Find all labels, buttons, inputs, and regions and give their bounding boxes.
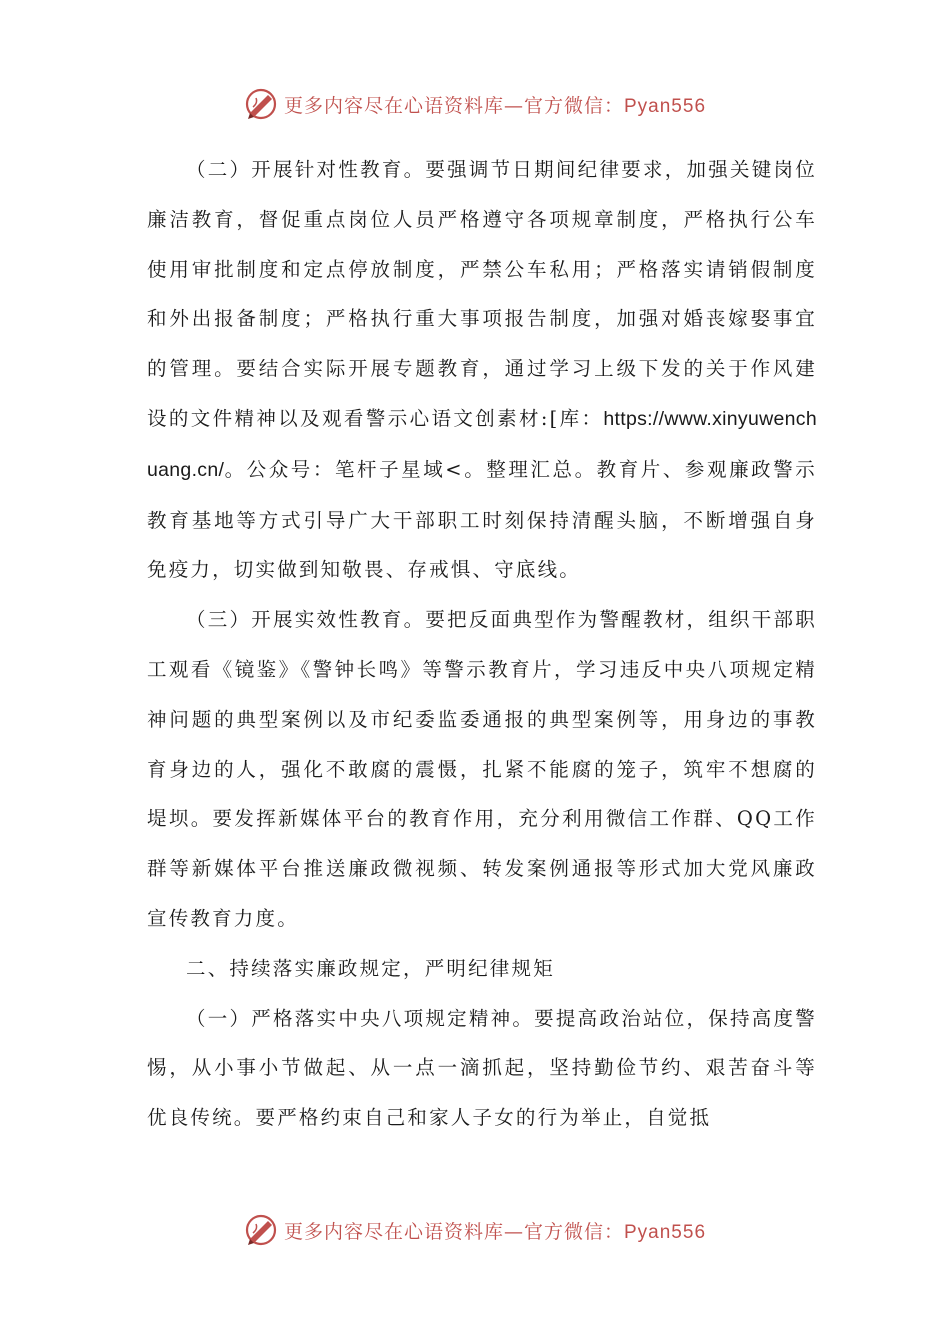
website-url: https://www.xinyuwenchuang.cn/: [147, 407, 817, 481]
pen-logo-icon: [244, 1213, 278, 1247]
paragraph-eight-rules: （一）严格落实中央八项规定精神。要提高政治站位，保持高度警惕，从小事小节做起、从一点一滴抓起，坚持勤俭节约、艰苦奋斗等优良传统。要严格约束自己和家人子女的行为举止，自觉抵: [147, 1006, 817, 1130]
section-heading-2: 二、持续落实廉政规定，严明纪律规矩: [186, 956, 555, 980]
pen-logo-icon: [244, 87, 278, 121]
paragraph-education-targeted: [147, 145, 817, 595]
paragraph-education-targeted-part1: （二）开展针对性教育。要强调节日期间纪律要求，加强关键岗位廉洁教育，督促重点岗位人员严格遵守各项规章制度，严格执行公车使用审批制度和定点停放制度，严禁公车私用；严格落实请销假制度和外出报备制度；严格执行重大事项报告制度，加强对婚丧嫁娶事宜的管理。要结合实际开展专题教育，通过学习上级下发的关于作风建设的文件精神以及观看警示心语文创素材:[库：: [147, 158, 817, 430]
paragraph-education-targeted-part2: 。公众号：笔杆子星域<。整理汇总。教育片、参观廉政警示教育基地等方式引导广大干部职工时刻保持清醒头脑，不断增强自身免疫力，切实做到知敬畏、存戒惧、守底线。: [147, 457, 817, 582]
paragraph-education-effective: （三）开展实效性教育。要把反面典型作为警醒教材，组织干部职工观看《镜鉴》《警钟长鸣》等警示教育片，学习违反中央八项规定精神问题的典型案例以及市纪委监委通报的典型案例等，用身边的事教育身边的人，强化不敢腐的震慑，扎紧不能腐的笼子，筑牢不想腐的堤坝。要发挥新媒体平台的教育作用，充分利用微信工作群、QQ工作群等新媒体平台推送廉政微视频、转发案例通报等形式加大党风廉政宣传教育力度。: [147, 608, 817, 930]
header-banner-text: [284, 91, 706, 118]
header-banner-wechat-id: Pyan556: [624, 95, 707, 117]
header-banner-main: 更多内容尽在心语资料库—官方微信：: [283, 94, 624, 117]
footer-banner-text: [284, 1217, 706, 1244]
footer-banner-main: 更多内容尽在心语资料库—官方微信：: [283, 1220, 624, 1243]
header-banner: [0, 84, 950, 124]
document-body: [147, 145, 817, 1143]
footer-banner-wechat-id: Pyan556: [624, 1221, 707, 1243]
footer-banner: [0, 1210, 950, 1250]
